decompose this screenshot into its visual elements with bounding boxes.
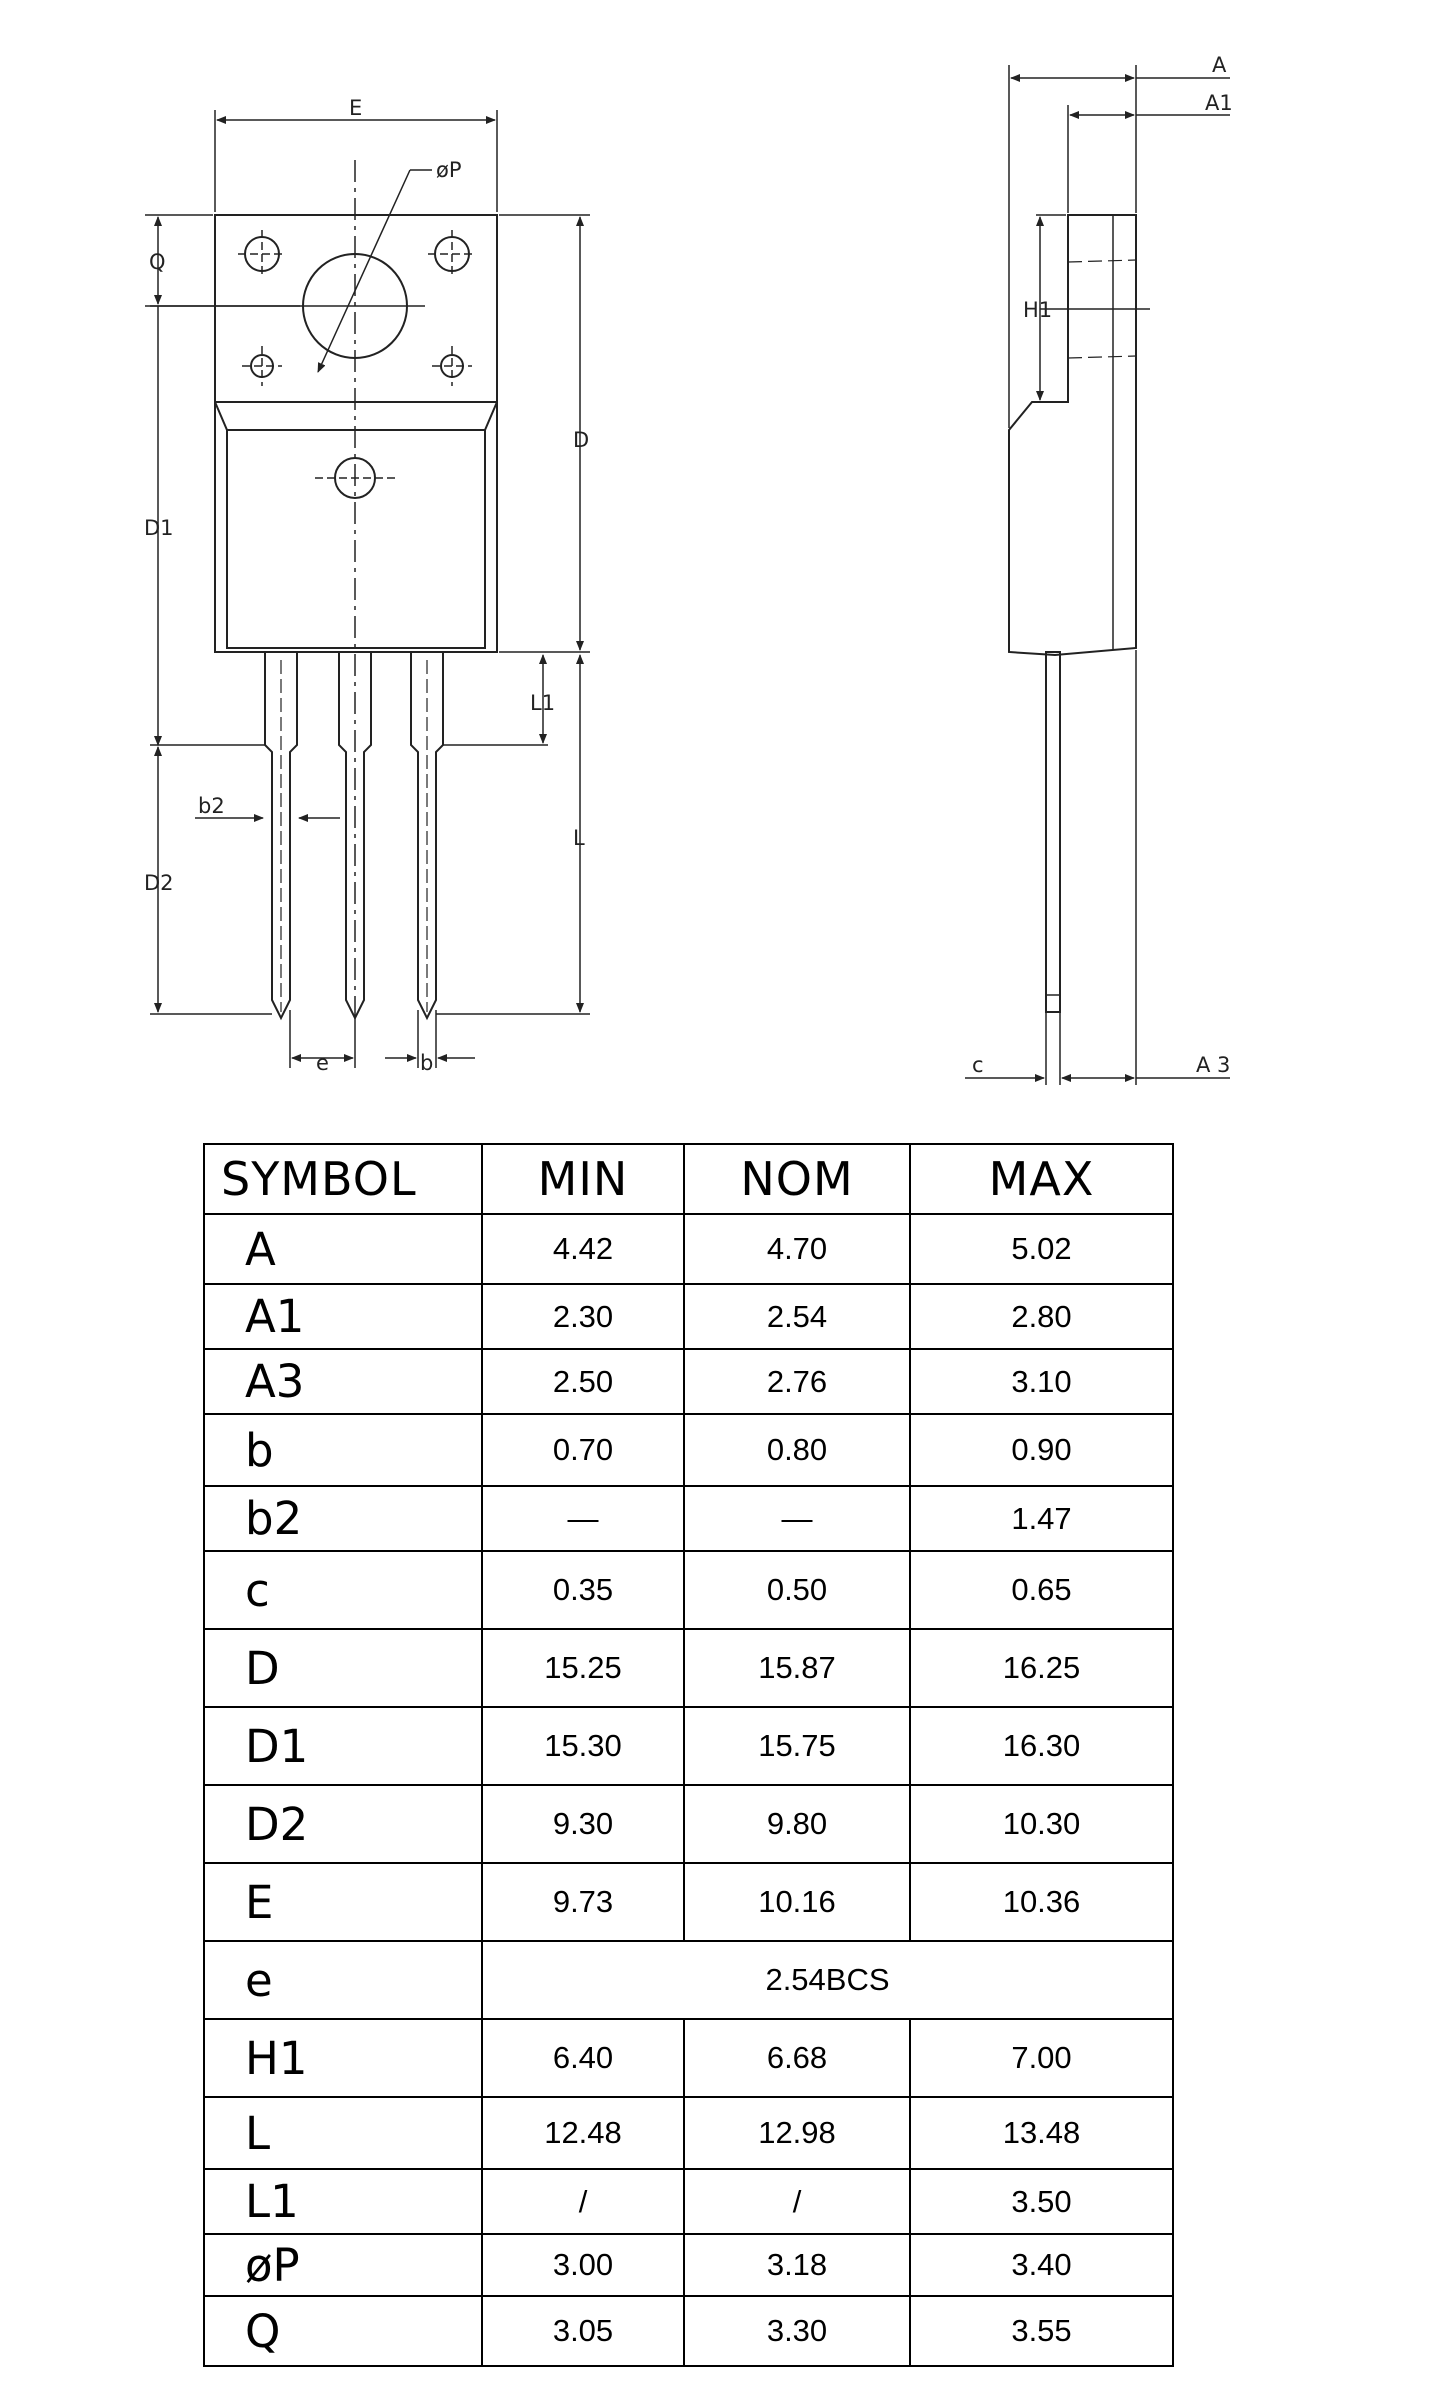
label-e: e bbox=[316, 1051, 329, 1075]
cell-nom: / bbox=[684, 2169, 910, 2234]
dimension-table bbox=[203, 1143, 1174, 2367]
table-body bbox=[204, 1214, 1173, 2366]
header-nom: NOM bbox=[684, 1144, 910, 1214]
table-row bbox=[204, 1629, 1173, 1707]
table-row bbox=[204, 1707, 1173, 1785]
table-row bbox=[204, 1214, 1173, 1284]
label-b: b bbox=[420, 1051, 434, 1075]
cell-symbol: A1 bbox=[204, 1284, 482, 1349]
cell-max: 10.36 bbox=[910, 1863, 1173, 1941]
lead-1 bbox=[265, 652, 297, 1018]
cell-min: — bbox=[482, 1486, 684, 1551]
cell-nom: 9.80 bbox=[684, 1785, 910, 1863]
cell-nom: 0.80 bbox=[684, 1414, 910, 1486]
cell-max: 3.40 bbox=[910, 2234, 1173, 2296]
label-c: c bbox=[972, 1053, 984, 1077]
label-D1: D1 bbox=[144, 516, 174, 540]
cell-symbol: D2 bbox=[204, 1785, 482, 1863]
package-tab bbox=[215, 215, 497, 402]
table-row bbox=[204, 2097, 1173, 2169]
cell-min: 0.35 bbox=[482, 1551, 684, 1629]
table-row bbox=[204, 2234, 1173, 2296]
label-D2: D2 bbox=[144, 871, 174, 895]
cell-min: 2.50 bbox=[482, 1349, 684, 1414]
package-body bbox=[215, 402, 497, 652]
table-row bbox=[204, 1941, 1173, 2019]
cell-nom: 3.30 bbox=[684, 2296, 910, 2366]
header-min: MIN bbox=[482, 1144, 684, 1214]
cell-span-value: 2.54BCS bbox=[482, 1941, 1173, 2019]
label-A1: A1 bbox=[1205, 91, 1233, 115]
table-row bbox=[204, 1486, 1173, 1551]
cell-min: / bbox=[482, 2169, 684, 2234]
cell-symbol: Q bbox=[204, 2296, 482, 2366]
cell-nom: 2.76 bbox=[684, 1349, 910, 1414]
cell-nom: 10.16 bbox=[684, 1863, 910, 1941]
label-b2: b2 bbox=[198, 794, 225, 818]
label-A: A bbox=[1212, 53, 1227, 77]
label-H1: H1 bbox=[1023, 298, 1053, 322]
table-row bbox=[204, 1551, 1173, 1629]
table-header-row bbox=[204, 1144, 1173, 1214]
cell-symbol: c bbox=[204, 1551, 482, 1629]
cell-min: 4.42 bbox=[482, 1214, 684, 1284]
side-lead bbox=[1046, 652, 1060, 1012]
label-L: L bbox=[573, 826, 585, 850]
table-row bbox=[204, 2296, 1173, 2366]
cell-max: 7.00 bbox=[910, 2019, 1173, 2097]
cell-nom: 6.68 bbox=[684, 2019, 910, 2097]
header-symbol: SYMBOL bbox=[204, 1144, 482, 1214]
cell-symbol: D bbox=[204, 1629, 482, 1707]
cell-max: 1.47 bbox=[910, 1486, 1173, 1551]
cell-symbol: e bbox=[204, 1941, 482, 2019]
cell-max: 0.65 bbox=[910, 1551, 1173, 1629]
cell-min: 3.00 bbox=[482, 2234, 684, 2296]
cell-symbol: H1 bbox=[204, 2019, 482, 2097]
cell-max: 16.30 bbox=[910, 1707, 1173, 1785]
cell-symbol: L bbox=[204, 2097, 482, 2169]
table-row bbox=[204, 1785, 1173, 1863]
cell-min: 3.05 bbox=[482, 2296, 684, 2366]
cell-symbol: øP bbox=[204, 2234, 482, 2296]
cell-min: 12.48 bbox=[482, 2097, 684, 2169]
front-view bbox=[145, 110, 590, 1068]
label-L1: L1 bbox=[530, 691, 556, 715]
cell-symbol: L1 bbox=[204, 2169, 482, 2234]
label-Q: Q bbox=[149, 250, 166, 274]
cell-nom: — bbox=[684, 1486, 910, 1551]
cell-max: 5.02 bbox=[910, 1214, 1173, 1284]
side-body bbox=[1009, 215, 1136, 655]
label-D: D bbox=[573, 428, 590, 452]
lead-3 bbox=[411, 652, 443, 1018]
cell-symbol: D1 bbox=[204, 1707, 482, 1785]
cell-min: 2.30 bbox=[482, 1284, 684, 1349]
table-row bbox=[204, 1414, 1173, 1486]
side-view bbox=[965, 65, 1230, 1085]
cell-min: 15.25 bbox=[482, 1629, 684, 1707]
cell-symbol: A3 bbox=[204, 1349, 482, 1414]
table-row bbox=[204, 1863, 1173, 1941]
cell-min: 9.73 bbox=[482, 1863, 684, 1941]
cell-min: 15.30 bbox=[482, 1707, 684, 1785]
cell-max: 3.55 bbox=[910, 2296, 1173, 2366]
cell-symbol: A bbox=[204, 1214, 482, 1284]
table-row bbox=[204, 1349, 1173, 1414]
package-outline-drawing bbox=[0, 0, 1440, 1110]
label-E: E bbox=[349, 96, 363, 120]
cell-nom: 12.98 bbox=[684, 2097, 910, 2169]
cell-max: 2.80 bbox=[910, 1284, 1173, 1349]
cell-min: 0.70 bbox=[482, 1414, 684, 1486]
cell-max: 13.48 bbox=[910, 2097, 1173, 2169]
cell-nom: 2.54 bbox=[684, 1284, 910, 1349]
cell-nom: 3.18 bbox=[684, 2234, 910, 2296]
table-row bbox=[204, 2019, 1173, 2097]
cell-symbol: b2 bbox=[204, 1486, 482, 1551]
label-phiP: øP bbox=[436, 158, 462, 182]
cell-nom: 15.75 bbox=[684, 1707, 910, 1785]
cell-symbol: b bbox=[204, 1414, 482, 1486]
header-max: MAX bbox=[910, 1144, 1173, 1214]
table-row bbox=[204, 2169, 1173, 2234]
cell-max: 0.90 bbox=[910, 1414, 1173, 1486]
table-row bbox=[204, 1284, 1173, 1349]
cell-symbol: E bbox=[204, 1863, 482, 1941]
cell-nom: 15.87 bbox=[684, 1629, 910, 1707]
cell-max: 16.25 bbox=[910, 1629, 1173, 1707]
cell-nom: 0.50 bbox=[684, 1551, 910, 1629]
cell-min: 9.30 bbox=[482, 1785, 684, 1863]
cell-max: 3.10 bbox=[910, 1349, 1173, 1414]
cell-max: 10.30 bbox=[910, 1785, 1173, 1863]
cell-max: 3.50 bbox=[910, 2169, 1173, 2234]
cell-min: 6.40 bbox=[482, 2019, 684, 2097]
cell-nom: 4.70 bbox=[684, 1214, 910, 1284]
label-A3: A 3 bbox=[1196, 1053, 1231, 1077]
